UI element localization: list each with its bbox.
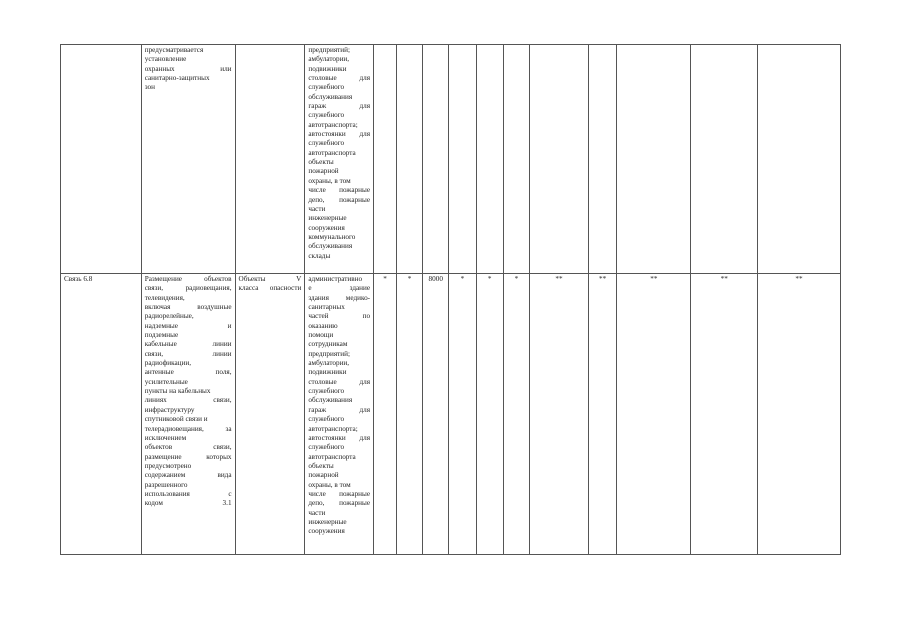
param-cell-10 xyxy=(691,45,758,274)
text-line: служебного xyxy=(308,111,345,120)
text-line: амбулатории, xyxy=(308,55,350,64)
text-line: автотранспорта xyxy=(308,148,356,157)
text-line: автостоянки для xyxy=(308,433,371,442)
text-line: служебного xyxy=(308,139,345,148)
text-line: содержанием вида xyxy=(144,471,232,480)
text-line: антенные поля, xyxy=(144,368,232,377)
text-line: части xyxy=(308,508,326,517)
text-line: телевидения, xyxy=(144,293,185,302)
text-line: числе пожарные xyxy=(308,489,371,498)
param-cell-6: * xyxy=(503,274,529,555)
text-line: предприятий; xyxy=(308,349,350,358)
text-line: автотранспорта xyxy=(308,452,356,461)
text-line: подвижники xyxy=(308,368,347,377)
text-line: санитарных xyxy=(308,303,345,312)
text-line: кабельные линии xyxy=(144,340,232,349)
text-line: объекты xyxy=(308,461,334,470)
param-cell-9: ** xyxy=(617,274,691,555)
zone-cell: Связь 6.8 xyxy=(61,274,142,555)
text-line: подземные xyxy=(144,331,179,340)
param-cell-5 xyxy=(476,45,503,274)
text-line: сооружения xyxy=(308,527,345,536)
text-line: автотранспорта; xyxy=(308,424,358,433)
text-line: пункты на кабельных xyxy=(144,387,211,396)
table-row xyxy=(61,45,841,274)
text-line: склады xyxy=(308,251,331,260)
text-line: числе пожарные xyxy=(308,186,371,195)
text-line: предусмотрено xyxy=(144,461,192,470)
text-line: оказанию xyxy=(308,321,338,330)
param-cell-7 xyxy=(530,45,589,274)
text-line: охранных или xyxy=(144,64,232,73)
text-line: исключением xyxy=(144,433,187,442)
text-line: коммунального xyxy=(308,232,356,241)
text-line: надземные и xyxy=(144,321,232,330)
text-line: инженерные xyxy=(308,517,347,526)
use-description-cell xyxy=(141,274,235,555)
text-line: радиорелейные, xyxy=(144,312,194,321)
text-line: здания медико- xyxy=(308,293,371,302)
text-line: гараж для xyxy=(308,102,371,111)
text-line: предусматривается xyxy=(144,46,204,54)
param-cell-5: * xyxy=(476,274,503,555)
text-line: охраны, в том xyxy=(308,176,351,185)
param-cell-10: ** xyxy=(691,274,758,555)
text-line: столовые для xyxy=(308,377,371,386)
text-line: связи, линии xyxy=(144,349,232,358)
text-line: служебного xyxy=(308,415,345,424)
param-cell-1: * xyxy=(374,274,397,555)
param-cell-3 xyxy=(423,45,449,274)
text-line: инженерные xyxy=(308,214,347,223)
text-line: радиофикации, xyxy=(144,359,192,368)
text-line: спутниковой связи и xyxy=(144,415,208,424)
text-line: санитарно-защитных xyxy=(144,74,210,83)
param-cell-2: * xyxy=(396,274,422,555)
text-line: класса опасности xyxy=(238,284,302,293)
text-line: объектов связи, xyxy=(144,443,232,452)
text-line: пожарной xyxy=(308,471,339,480)
param-cell-4 xyxy=(449,45,476,274)
text-line: размещение которых xyxy=(144,452,232,461)
text-line: предприятий; xyxy=(308,46,350,54)
text-line: административно xyxy=(308,275,363,283)
text-line: кодом 3.1 xyxy=(144,499,232,508)
text-line: части xyxy=(308,204,326,213)
text-line: обслуживания xyxy=(308,396,353,405)
text-line: включая воздушные xyxy=(144,303,232,312)
hazard-class-cell xyxy=(235,45,305,274)
text-line: линиях связи, xyxy=(144,396,232,405)
text-line: служебного xyxy=(308,83,345,92)
text-line: е здание xyxy=(308,284,371,293)
param-cell-8: ** xyxy=(588,274,616,555)
text-line: частей по xyxy=(308,312,371,321)
text-line: инфраструктуру xyxy=(144,405,195,414)
text-line: автотранспорта; xyxy=(308,120,358,129)
text-line: охраны, в том xyxy=(308,480,351,489)
text-line: зон xyxy=(144,83,155,92)
param-cell-11: ** xyxy=(757,274,840,555)
text-line: служебного xyxy=(308,387,345,396)
text-line: столовые для xyxy=(308,74,371,83)
text-line: служебного xyxy=(308,443,345,452)
text-line: помощи xyxy=(308,331,334,340)
param-cell-3: 8000 xyxy=(423,274,449,555)
param-cell-2 xyxy=(396,45,422,274)
param-cell-11 xyxy=(757,45,840,274)
param-cell-8 xyxy=(588,45,616,274)
text-line: подвижники xyxy=(308,64,347,73)
text-line: усилительные xyxy=(144,377,188,386)
text-line: Размещение объектов xyxy=(144,275,232,283)
table-row xyxy=(61,274,841,555)
hazard-class-cell xyxy=(235,274,305,555)
use-description-cell xyxy=(141,45,235,274)
text-line: автостоянки для xyxy=(308,130,371,139)
nearby-objects-cell xyxy=(305,274,374,555)
text-line: гараж для xyxy=(308,405,371,414)
text-line: разрешенного xyxy=(144,480,188,489)
text-line: сотрудникам xyxy=(308,340,348,349)
param-cell-1 xyxy=(374,45,397,274)
text-line: связи, радиовещания, xyxy=(144,284,232,293)
param-cell-9 xyxy=(617,45,691,274)
text-line: использования с xyxy=(144,489,232,498)
text-line: Объекты V xyxy=(238,275,302,283)
param-cell-7: ** xyxy=(530,274,589,555)
text-line: депо, пожарные xyxy=(308,499,371,508)
text-line: обслуживания xyxy=(308,92,353,101)
nearby-objects-cell xyxy=(305,45,374,274)
text-line: пожарной xyxy=(308,167,339,176)
text-line: сооружения xyxy=(308,223,345,232)
zone-cell xyxy=(61,45,142,274)
param-cell-6 xyxy=(503,45,529,274)
text-line: амбулатории, xyxy=(308,359,350,368)
text-line: объекты xyxy=(308,158,334,167)
text-line: депо, пожарные xyxy=(308,195,371,204)
text-line: телерадиовещания, за xyxy=(144,424,232,433)
regulation-table xyxy=(60,44,841,555)
text-line: установление xyxy=(144,55,187,64)
text-line: обслуживания xyxy=(308,242,353,251)
param-cell-4: * xyxy=(449,274,476,555)
